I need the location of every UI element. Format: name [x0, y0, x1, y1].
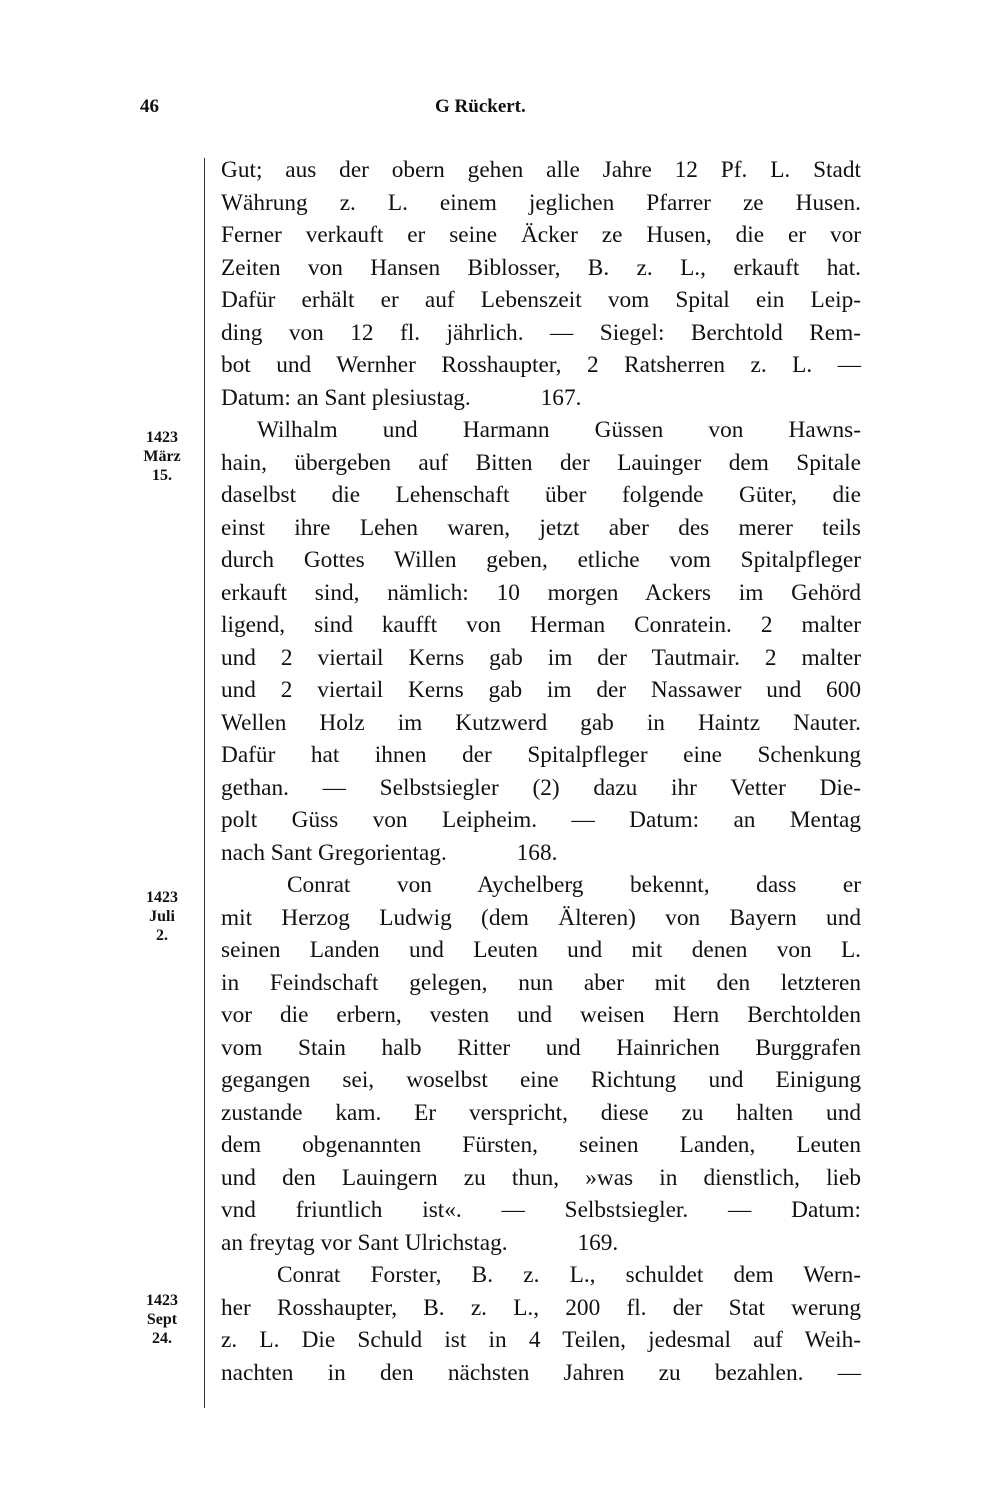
entry-date-168: [132, 428, 192, 485]
text-line: Dafür erhält er auf Lebenszeit vom Spital ein Leip-: [221, 287, 861, 313]
text-line: ligend, sind kaufft von Herman Conratein. 2 malter: [221, 612, 861, 638]
text-line: einst ihre Lehen waren, jetzt aber des merer teils: [221, 514, 861, 541]
text-line: seinen Landen und Leuten und mit denen von L.: [221, 937, 861, 963]
text-line: Datum: an Sant plesiustag. 167.: [221, 384, 582, 411]
text-line: zustande kam. Er verspricht, diese zu halten und: [221, 1099, 861, 1126]
text-line: polt Güss von Leipheim. — Datum: an Mentag: [221, 807, 861, 833]
page-header: [0, 96, 1000, 126]
text-line: mit Herzog Ludwig (dem Älteren) von Bayern und: [221, 904, 861, 931]
entry-167: [221, 154, 861, 414]
margin-rule: [204, 158, 205, 1408]
date-day: 15.: [152, 467, 172, 484]
text-line: bot und Wernher Rosshaupter, 2 Ratsherren z. L. —: [221, 352, 861, 378]
text-line: nach Sant Gregorientag. 168.: [221, 839, 558, 866]
text-line: daselbst die Lehenschaft über folgende Güter, die: [221, 482, 861, 508]
text-line: Wilhalm und Harmann Güssen von Hawns-: [257, 417, 861, 443]
text-line: dem obgenannten Fürsten, seinen Landen, Leuten: [221, 1132, 861, 1158]
body-text: [221, 154, 861, 1389]
text-line: und 2 viertail Kerns gab im der Tautmair. 2 malter: [221, 644, 861, 671]
text-line: durch Gottes Willen geben, etliche vom Spitalpfleger: [221, 547, 861, 573]
entry-168: [221, 414, 861, 869]
date-year: 1423: [146, 1292, 178, 1309]
date-month: Juli: [149, 908, 175, 925]
text-line: Währung z. L. einem jeglichen Pfarrer ze Husen.: [221, 189, 861, 216]
entry-170: [221, 1259, 861, 1389]
text-line: her Rosshaupter, B. z. L., 200 fl. der Stat werung: [221, 1294, 861, 1321]
text-line: ding von 12 fl. jährlich. — Siegel: Berchtold Rem-: [221, 319, 861, 346]
text-line: an freytag vor Sant Ulrichstag. 169.: [221, 1229, 619, 1256]
entry-date-170: [132, 1291, 192, 1348]
running-title: G Rückert.: [435, 96, 526, 117]
text-line: und den Lauingern zu thun, »was in dienstlich, lieb: [221, 1164, 861, 1191]
date-month: März: [143, 448, 181, 465]
date-day: 2.: [156, 927, 168, 944]
entry-date-169: [132, 888, 192, 945]
entry-169: [221, 869, 861, 1259]
date-year: 1423: [146, 429, 178, 446]
text-line: Gut; aus der obern gehen alle Jahre 12 Pf. L. Stadt: [221, 157, 861, 183]
page-number: 46: [140, 96, 159, 117]
text-line: Conrat Forster, B. z. L., schuldet dem Wern-: [277, 1262, 861, 1288]
text-line: Dafür hat ihnen der Spitalpfleger eine Schenkung: [221, 742, 861, 768]
text-line: Ferner verkauft er seine Äcker ze Husen, die er vor: [221, 222, 861, 248]
text-line: Zeiten von Hansen Biblosser, B. z. L., erkauft hat.: [221, 254, 861, 281]
text-line: erkauft sind, nämlich: 10 morgen Ackers im Gehörd: [221, 579, 861, 606]
date-month: Sept: [146, 1311, 178, 1328]
text-line: vom Stain halb Ritter und Hainrichen Burggrafen: [221, 1034, 861, 1061]
text-line: vnd friuntlich ist«. — Selbstsiegler. — Datum:: [221, 1197, 861, 1223]
text-line: gethan. — Selbstsiegler (2) dazu ihr Vetter Die-: [221, 774, 861, 801]
text-line: z. L. Die Schuld ist in 4 Teilen, jedesmal auf Weih-: [221, 1327, 861, 1353]
text-line: Wellen Holz im Kutzwerd gab in Haintz Nauter.: [221, 709, 861, 736]
date-year: 1423: [146, 889, 178, 906]
text-line: gegangen sei, woselbst eine Richtung und Einigung: [221, 1067, 861, 1093]
text-line: Conrat von Aychelberg bekennt, dass er: [287, 872, 861, 898]
text-line: vor die erbern, vesten und weisen Hern Berchtolden: [221, 1002, 861, 1028]
date-day: 24.: [152, 1330, 172, 1347]
text-line: und 2 viertail Kerns gab im der Nassawer und 600: [221, 677, 861, 703]
text-line: hain, übergeben auf Bitten der Lauinger dem Spitale: [221, 449, 861, 476]
text-line: nachten in den nächsten Jahren zu bezahlen. —: [221, 1359, 861, 1386]
text-line: in Feindschaft gelegen, nun aber mit den letzteren: [221, 969, 861, 996]
